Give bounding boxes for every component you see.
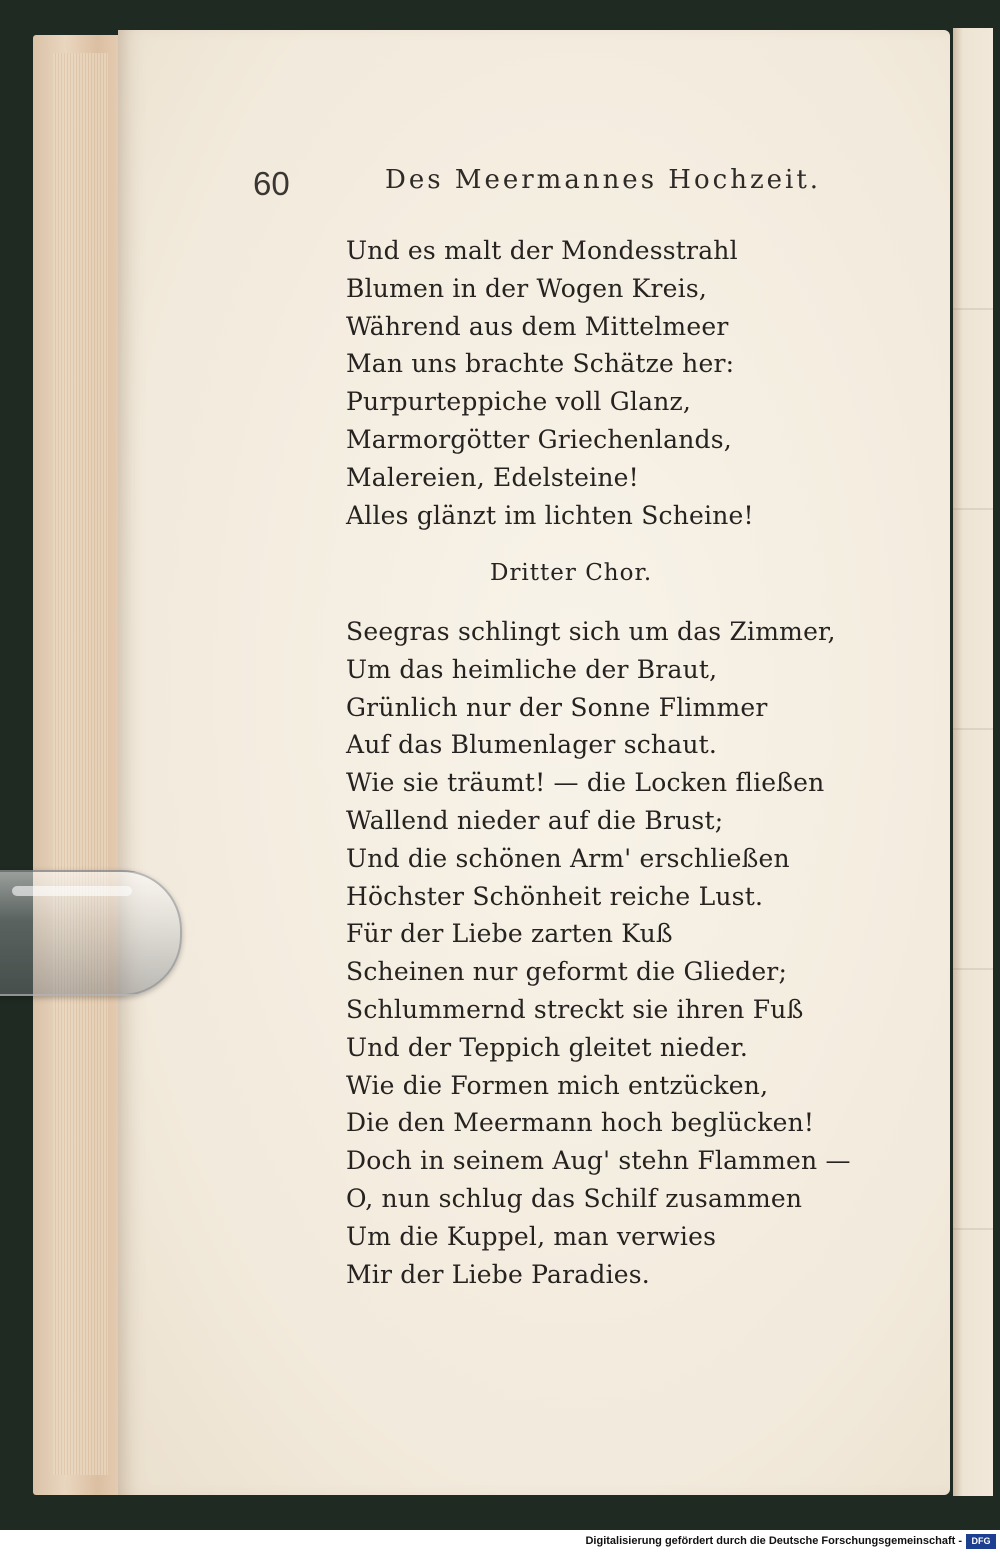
verse-line: Wie sie träumt! — die Locken fließen xyxy=(346,768,825,798)
right-page-edge xyxy=(953,28,993,1496)
bleed-through-line xyxy=(953,308,993,310)
verse-line: Grünlich nur der Sonne Flimmer xyxy=(346,692,768,722)
verse-line: Für der Liebe zarten Kuß xyxy=(346,919,673,949)
verse-line: Während aus dem Mittelmeer xyxy=(346,311,729,341)
verse-line: Die den Meermann hoch beglücken! xyxy=(346,1108,815,1138)
verse-line: Schlummernd streckt sie ihren Fuß xyxy=(346,994,804,1024)
stanza-1 xyxy=(346,232,754,534)
verse-line: Man uns brachte Schätze her: xyxy=(346,349,735,379)
verse-line: Seegras schlingt sich um das Zimmer, xyxy=(346,617,836,646)
verse-line: Mir der Liebe Paradies. xyxy=(346,1259,650,1289)
page-number: 60 xyxy=(253,165,290,202)
bleed-through-line xyxy=(953,508,993,510)
verse-line: Um das heimliche der Braut, xyxy=(346,654,718,684)
verse-line: Wie die Formen mich entzücken, xyxy=(346,1070,769,1100)
page-edges xyxy=(33,35,125,1495)
verse-line: Und es malt der Mondesstrahl xyxy=(346,236,738,265)
bleed-through-line xyxy=(953,968,993,970)
verse-line: Marmorgötter Griechenlands, xyxy=(346,424,732,454)
stanza-2 xyxy=(346,613,851,1293)
verse-line: Um die Kuppel, man verwies xyxy=(346,1221,717,1251)
verse-line: O, nun schlug das Schilf zusammen xyxy=(346,1183,803,1213)
verse-line: Scheinen nur geformt die Glieder; xyxy=(346,957,788,987)
verse-line: Purpurteppiche voll Glanz, xyxy=(346,387,692,417)
running-title: Des Meermannes Hochzeit. xyxy=(385,165,822,195)
verse-line: Blumen in der Wogen Kreis, xyxy=(346,273,708,303)
verse-line: Und der Teppich gleitet nieder. xyxy=(346,1032,749,1062)
bleed-through-line xyxy=(953,728,993,730)
page-edge-texture xyxy=(53,53,108,1475)
dfg-logo-icon: DFG xyxy=(966,1534,996,1549)
verse-line: Und die schönen Arm' erschließen xyxy=(346,843,790,873)
clip-highlight xyxy=(12,886,132,896)
bleed-through-line xyxy=(953,1228,993,1230)
verse-line: Wallend nieder auf die Brust; xyxy=(346,805,724,835)
verse-line: Doch in seinem Aug' stehn Flammen — xyxy=(346,1146,851,1176)
verse-line: Auf das Blumenlager schaut. xyxy=(346,730,718,760)
funding-credit: Digitalisierung gefördert durch die Deutsche Forschungsgemeinschaft - xyxy=(585,1535,962,1547)
verse-line: Malereien, Edelsteine! xyxy=(346,462,639,492)
verse-line: Alles glänzt im lichten Scheine! xyxy=(346,500,754,530)
verse-line: Höchster Schönheit reiche Lust. xyxy=(346,881,764,911)
page-clip xyxy=(0,870,182,996)
section-heading: Dritter Chor. xyxy=(490,560,653,586)
